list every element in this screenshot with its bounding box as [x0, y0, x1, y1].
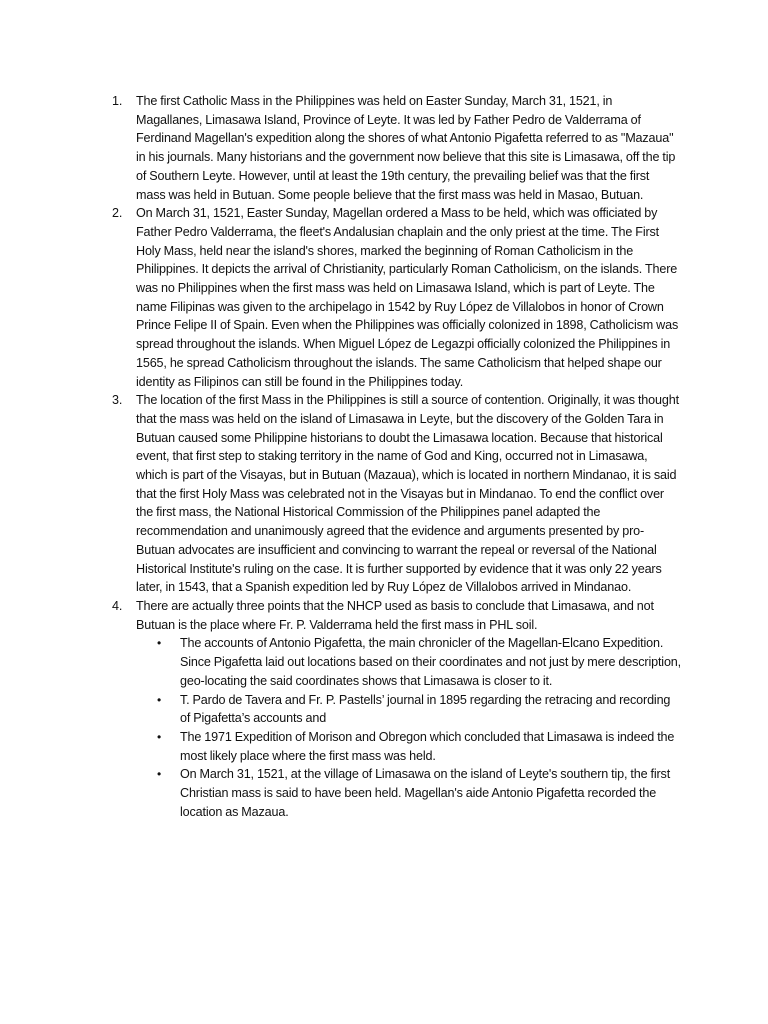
list-item-text: There are actually three points that the NHCP used as basis to conclude that Limasawa, and not Butuan is the place where Fr. P. Valderrama held the first mass in PHL soil.: [136, 598, 654, 632]
bullet-icon: •: [157, 767, 162, 782]
list-number: 2.: [112, 206, 123, 221]
bullet-item-2: [157, 691, 681, 728]
list-number: 4.: [112, 598, 123, 613]
bullet-text: The accounts of Antonio Pigafetta, the main chronicler of the Magellan-Elcano Expedition. Since Pigafetta laid out locations based on their coordinates and not just by mere description, geo-locating the said coordinates shows that Limasawa is closer to it.: [180, 636, 682, 688]
bullet-icon: •: [157, 692, 162, 707]
numbered-list: [112, 92, 682, 821]
bullet-text: The 1971 Expedition of Morison and Obregon which concluded that Limasawa is indeed the most likely place where the first mass was held.: [180, 729, 675, 763]
bullet-icon: •: [157, 636, 162, 651]
bullet-item-3: [157, 728, 681, 765]
bullet-text: T. Pardo de Tavera and Fr. P. Pastells’ journal in 1895 regarding the retracing and recording of Pigafetta’s accounts and: [180, 692, 671, 726]
bullet-item-4: [157, 765, 681, 821]
bullet-text: On March 31, 1521, at the village of Limasawa on the island of Leyte's southern tip, the first Christian mass is said to have been held. Magellan's aide Antonio Pigafetta recorded the location as Mazaua.: [180, 767, 671, 819]
bullet-item-1: [157, 634, 682, 690]
list-item-2: [112, 204, 681, 391]
list-number: 1.: [112, 94, 123, 108]
list-item-text: The first Catholic Mass in the Philippines was held on Easter Sunday, March 31, 1521, in Magallanes, Limasawa Island, Province of Leyte. It was led by Father Pedro de Valderrama of Ferdinand Magellan's expedition along the shores of what Antonio Pigafetta referred to as "Mazaua" in his journals. Many historians and the government now believe that this site is Limasawa, off the tip of Southern Leyte. However, until at least the 19th century, the prevailing belief was that the first mass was held in Butuan. Some people believe that the first mass was held in Masao, Butuan.: [136, 94, 676, 202]
list-number: 3.: [112, 393, 123, 408]
list-item-3: [112, 391, 681, 597]
list-item-4: [112, 597, 682, 821]
list-item-text: On March 31, 1521, Easter Sunday, Magellan ordered a Mass to be held, which was officiated by Father Pedro Valderrama, the fleet's Andalusian chaplain and the only priest at the time. The First Holy Mass, held near the island's shores, marked the beginning of Roman Catholicism in the Philippines. It depicts the arrival of Christianity, particularly Roman Catholicism, on the islands. There was no Philippines when the first mass was held on Limasawa Island, which is part of Leyte. The name Filipinas was given to the archipelago in 1542 by Ruy López de Villalobos in honor of Crown Prince Felipe II of Spain. Even when the Philippines was officially colonized in 1898, Catholicism was spread throughout the islands. When Miguel López de Legazpi officially colonized the Philippines in 1565, he spread Catholicism throughout the islands. The same Catholicism that helped shape our identity as Filipinos can still be found in the Philippines today.: [136, 206, 679, 389]
list-item-1: [112, 92, 681, 204]
bullet-icon: •: [157, 729, 162, 744]
list-item-text: The location of the first Mass in the Philippines is still a source of contention. Originally, it was thought that the mass was held on the island of Limasawa in Leyte, but the discovery of the Golden Tara in Butuan caused some Philippine historians to doubt the Limasawa location. Because that historical event, that first step to staking territory in the name of God and King, occurred not in Limasawa, which is part of the Visayas, but in Butuan (Mazaua), which is located in northern Mindanao, it is said that the first Holy Mass was celebrated not in the Visayas but in Mindanao. To end the conflict over the first mass, the National Historical Commission of the Philippines panel adapted the recommendation and unanimously agreed that the evidence and arguments presented by pro-Butuan advocates are insufficient and convincing to warrant the repeal or reversal of the National Historical Institute's ruling on the case. It is further supported by evidence that it was only 22 years later, in 1543, that a Spanish expedition led by Ruy López de Villalobos arrived in Mindanao.: [136, 393, 679, 595]
bullet-list: [157, 634, 682, 821]
